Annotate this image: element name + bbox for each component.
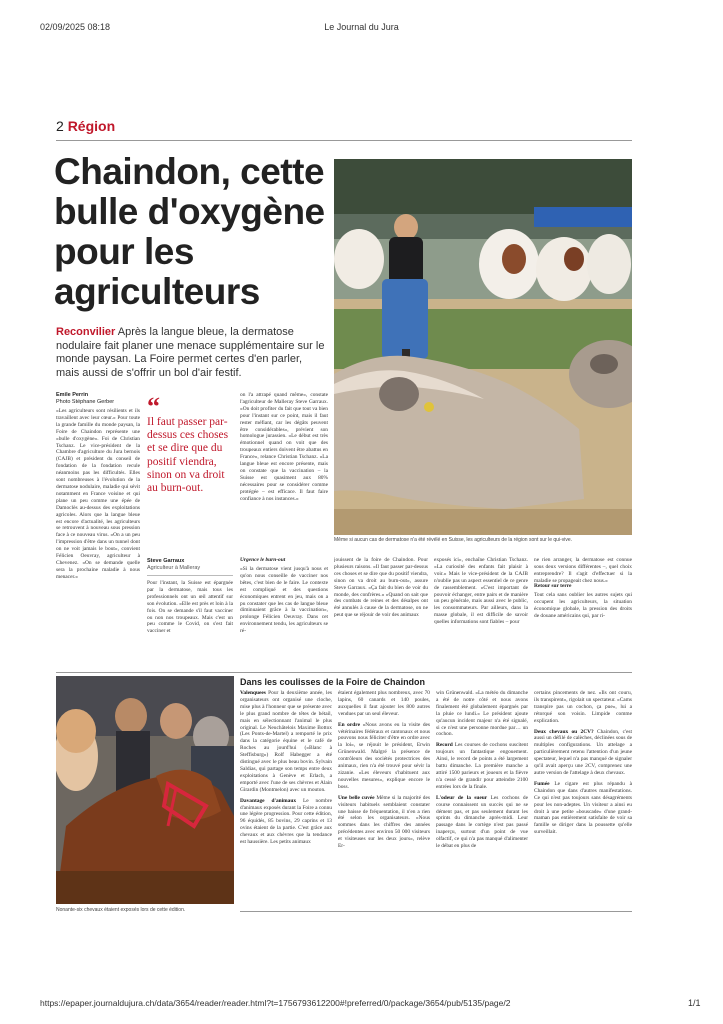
lead-text: Après la langue bleue, la dermatose nodulaire fait planer une menace supplémentaire sur le monde paysan. La Foire permet certes d'en parler, mais aussi de s'offrir un bol d'air festif. (56, 326, 325, 379)
byline (56, 392, 114, 406)
article-column-1: «Les agriculteurs sont résilients et ils travaillent avec leur cœur.» Pour toute la grande famille du monde paysan, la Foire de Chaindon représente une «bulle d'oxygène». Foi de Christian Tschanz. Le vice-président de la Chambre d'agriculture du Jura bernois (CAJB) et président du conseil de fondation de la fondation recule néanmoins pas les difficultés. Elles sont nombreuses à l'évolution de la dermatose nodulaire, maladie qui sévit notamment en France voisine et qui plane un peu comme une épée de Damoclès au-dessus des exploitations agricoles. Alors que la langue bleue est encore d'actualité, les agriculteurs se retrouvent à nouveau sous pression face à ce nouveau virus. «On a un peu l'impression d'être dans un tunnel dont on ne voit jamais le bout», convient Félicien Oeuvray, agriculteur à Chevenez. «On se demande quelle sera la prochaine maladie à nous menacer.» (56, 408, 140, 580)
lead-place: Reconvilier (56, 326, 116, 338)
item-lead: L'odeur de la sueur (436, 794, 488, 801)
quote-attribution (147, 558, 233, 572)
item-lead: Valenquees (240, 690, 266, 696)
item-text: certains pincements de nez. «Ils ont couru, ils transpirent», rigolait un spectateur. «Cams transpire pas un cochon, ça pue», lui a rétorqué son voisin. Limpide comme explication. (534, 690, 632, 724)
article-column-6-tail: Tout cela sans oublier les autres sujets qui occupent les agriculteurs, la situation économique globale, la pression des droits de douane américains qui, par ri- (534, 592, 632, 619)
sidebar-column-1 (240, 690, 332, 908)
print-url[interactable]: https://epaper.journaldujura.ch/data/3654/reader/reader.html?t=1756793612200#!preferred/0/package/3654/pub/5135/page/2 (40, 998, 511, 1008)
main-photo-caption: Même si aucun cas de dermatose n'a été révélé en Suisse, les agriculteurs de la région sont sur le qui-vive. (334, 537, 573, 543)
item-lead: Une belle cuvée (338, 794, 375, 801)
subhead-burnout: Urgence le burn-out (240, 557, 286, 563)
sidebar-bottom-rule (240, 911, 632, 912)
main-photo (334, 159, 632, 535)
item-text: Même si la majorité des visiteurs habituels semblaient constater une baisse de fréquentation, il n'en a rien été selon les organisateurs. «Nous sommes dans les chiffres des années précédentes avec environ 50 000 visiteurs et visiteuses sur les deux jours», relève Er- (338, 794, 430, 850)
print-page-count: 1/1 (688, 998, 701, 1008)
title-line: pour les (54, 231, 194, 272)
sidebar-rule (56, 672, 632, 673)
item-text: étaient également plus nombreux, avec 70 lapins, 60 canards et 140 poules, auxquelles il faut ajouter les 800 autres vendues par un seul éleveur. (338, 690, 430, 717)
heading-rule (56, 140, 632, 141)
sidebar-column-4 (534, 690, 632, 908)
sidebar-heading: Dans les coulisses de la Foire de Chaindon (240, 677, 426, 687)
horse-photo (56, 676, 234, 904)
sidebar-column-2 (338, 690, 430, 908)
author: Emile Perrin (56, 392, 89, 398)
article-column-4: jouissent de la foire de Chaindon. Pour plusieurs raisons. «Il faut passer par-dessus ces choses et se dire que du positif viendra, sinon on va droit au burn-out», assure Steve Garraux. «Ça fait du bien de voir du monde, des confrères.» «Quand on sait que des combats de reines et des désalpes ont été annulés à cause de la dermatose, on ne peut que se réjouir de voir des animaux (334, 557, 428, 619)
sidebar-photo-caption: Nonante-six chevaux étaient exposés lors de cette édition. (56, 907, 186, 913)
article-column-3: on l'a attrapé quand même», constate l'agriculteur de Malleray Steve Garraux. «On doit profiter du fait que tout va bien pour l'instant sur ce point, mais il faut rester méfiant, car les dégâts peuvent être considérables», prévient son homologue jurassien. «Le début est très émotionnel quand on voit que des troupeaux entiers doivent être abattus en France», relance Christian Tschanz. «La langue bleue est encore présente, mais on constate que la vaccination – la Suisse est quasiment aux 80% nécessaires pour se considérer comme protégée – est efficace. Il faut faire confiance à nos instances.» (240, 392, 328, 502)
item-text: Le cigare est plus répandu à Chaindon que dans d'autres manifestations. Ce qui n'est pas toujours sans désagréments pour les non-adeptes. Un visiteur a ainsi eu droit à une petite «bouscade» d'une grand-maman pas entièrement satisfaite de voir sa famille se diriger dans la poussette qu'elle surveillait. (534, 780, 632, 836)
item-lead: Davantage d'animaux (240, 797, 297, 804)
sidebar-photo (56, 676, 234, 904)
quote-author: Steve Garraux (147, 558, 185, 564)
article-column-5: exposés ici», enchaîne Christian Tschanz. «La curiosité des enfants fait plaisir à voir.» Mais le vice-président de la CAJB n'oublie pas un aspect essentiel de ce genre de rassemblement. «C'est important de pouvoir échanger, entre pairs et de manière un peu générale, mais aussi avec le public, les consommateurs. Par ailleurs, dans la masse globale, il est difficile de savoir quelles informations sont fiables – pour (434, 557, 528, 626)
article-column-2: Pour l'instant, la Suisse est épargnée par la dermatose, mais tous les professionnels ont un œil attentif sur son évolution. «Elle est près et loin à la fois. On se demande s'il faut vacciner ou non nos troupeaux. Mais c'est un peu comme le Covid, on s'est fait vacciner et (147, 580, 233, 635)
item-lead: Record (436, 742, 453, 749)
item-text: Le nombre d'animaux exposés durant la Foire a connu une légère progression. Pour cette édition, 96 équidés, 85 bovins, 29 caprins et 13 ovins étaient de la partie. C'est grâce aux chevaux et aux chèvres que la tendance est haussière. Les petits animaux (240, 797, 332, 846)
print-site-title: Le Journal du Jura (324, 22, 399, 32)
title-line: bulle d'oxygène (54, 191, 325, 232)
title-line: agriculteurs (54, 271, 260, 312)
quote-text: Il faut passer par-dessus ces choses et se dire que du positif viendra, sinon on va droit au burn-out. (147, 416, 229, 495)
article-column-6: ne rien arranger, la dermatose est connue sous deux versions différentes –, quel choix entreprendre? Il s'agit d'effectuer si la maladie se propageait chez nous.» (534, 557, 632, 583)
quote-role: Agriculteur à Malleray (147, 565, 201, 571)
item-text: win Grünenwald. «La météo du dimanche a été de notre côté et nous avons finalement été globalement épargnés par la pluie ce lundi.» Le président ajoute qu'aucun incident majeur n'a été signalé, si ce n'est une personne mordue par… un cochon. (436, 690, 528, 738)
page-heading (56, 118, 115, 134)
quote-mark-icon: “ (147, 392, 160, 421)
sidebar-column-3 (436, 690, 528, 908)
item-text: Les courses de cochons suscitent toujours un fantastique engouement. Ainsi, le record de points a été largement battu dimanche. La première manche a attiré 1500 parieurs et joueurs et la fièvre n'a cessé de grandir pour atteindre 2100 entrées lors de la finale. (436, 742, 528, 790)
title-line: Chaindon, cette (54, 151, 325, 192)
item-lead: Fumée (534, 780, 550, 787)
section-name: Région (67, 118, 116, 134)
article-column-3-tail: «Si la dermatose vient jusqu'à nous et qu'on nous conseille de vacciner nos bêtes, c'est bien de le faire. Le contexte est compliqué et des questions économiques entrent en jeu, mais on a pu constater que les cas de langue bleue diminuaient grâce à la vaccination», prolonge Félicien Oeuvray. Dans cet environnement tendu, les agriculteurs se ré- (240, 566, 328, 635)
cows-photo (334, 159, 632, 535)
pull-quote (147, 392, 233, 495)
item-lead: En ordre (338, 721, 360, 728)
item-text: Chaindon, c'est aussi un défilé de calèches, déclinées sous de multiples configurations. Un attelage a particulièrement retenu l'attention d'un jeune spectateur, lequel n'a pas manqué de signaler qu'il avait aperçu une 2CV, comprenez une autre version de l'attelage à deux chevaux. (534, 728, 632, 776)
item-text: Les cochons de course connaissent un succès qui ne se dément pas, et pas seulement durant les sprints du dimanche après-midi. Leur passage dans le cortège n'est pas passé inaperçu, surtout d'un point de vue olfactif, ce qui n'a pas manqué d'alimenter le débat en plus de (436, 794, 528, 850)
subhead-retour: Retour sur terre (534, 583, 572, 589)
item-text: «Nous avons eu la visite des vétérinaires fédéraux et cantonaux et nous pouvons nous féliciter d'être en ordre avec la loi», se réjouit le président, Erwin Grünenwald. Malgré la présence de contrôleurs des sociétés protectrices des animaux, rien n'a été trouvé pour sévir la zizanie. «Les éleveurs s'habituent aux nouvelles mesures», explique encore le boss. (338, 721, 430, 790)
photo-credit: Photo Stéphane Gerber (56, 399, 115, 405)
article-title (54, 152, 334, 312)
page-number: 2 (56, 118, 64, 134)
quote-rule (147, 575, 233, 576)
item-text: Pour la deuxième année, les organisateurs ont organisé une cloche, mise plus à l'honneur que se présente avec le plus grand nombre de têtes de bétail, mais en sélectionnant l'animal le plus original. Le Neuchâtelois Maxime Bottox (Les Ponts-de-Martel) a remporté le prix dans la catégorie équine et le café de Roches au jourd'hui («Blanc à Steffisburg») Rolf Habegger a été distingué avec le plus beau bovin. Sylvain Saldias, qui partage son temps entre deux exploitations à Genève et Erlach, a emporté avec l'une de ses chèvres et Alain Girardin (Montmelon) avec un mouton. (240, 690, 332, 793)
article-lead (56, 326, 328, 380)
item-lead: Deux chevaux ou 2CV? (534, 728, 594, 735)
print-datetime: 02/09/2025 08:18 (40, 22, 111, 32)
